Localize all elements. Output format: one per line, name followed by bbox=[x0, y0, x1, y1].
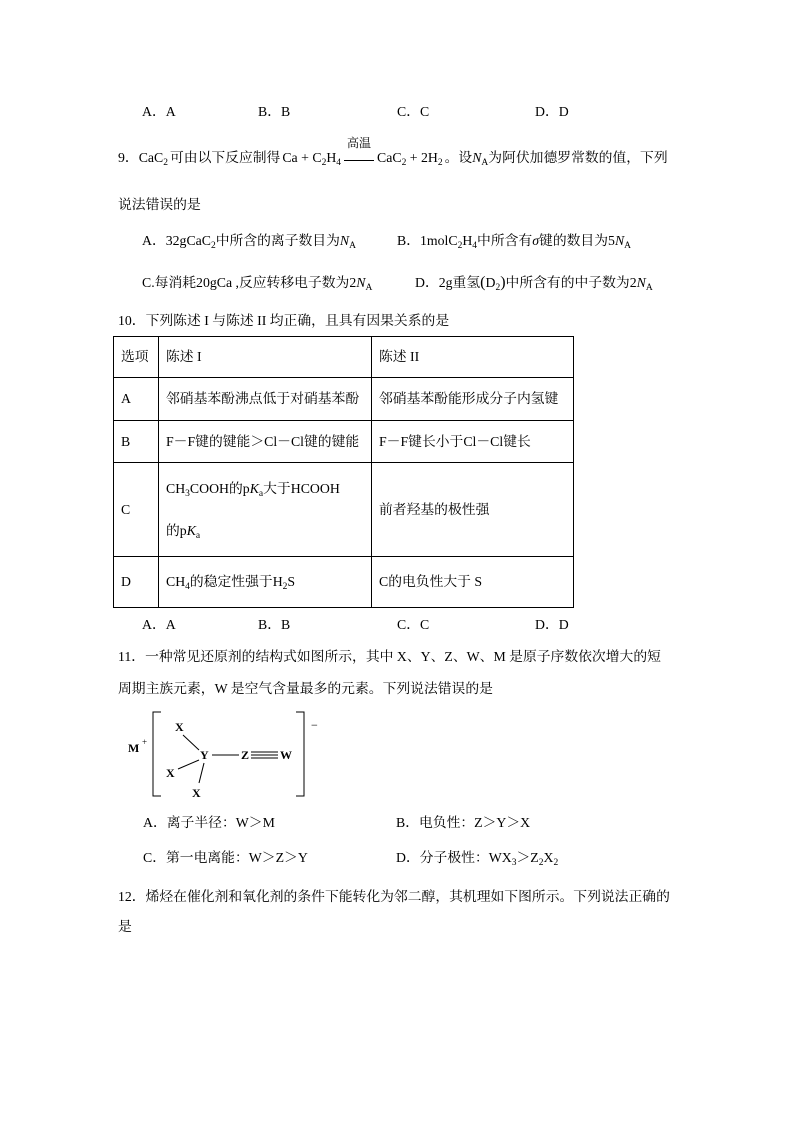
text-run: D．分子极性：WX bbox=[396, 850, 512, 865]
subscript: 2 bbox=[553, 858, 559, 868]
subscript: 2 bbox=[163, 158, 168, 168]
cell-statement-2: 前者羟基的极性强 bbox=[372, 463, 574, 557]
statement-table bbox=[113, 336, 574, 608]
table-row bbox=[114, 378, 574, 421]
cell-option-label: B bbox=[114, 421, 159, 463]
cell-statement-1 bbox=[159, 557, 372, 608]
formula-text: CH bbox=[166, 480, 186, 496]
avogadro-symbol: N bbox=[356, 275, 366, 290]
q8-option-d: D．D bbox=[535, 104, 569, 119]
q9-option-c bbox=[142, 273, 372, 293]
text-run: COOH的p bbox=[189, 480, 250, 496]
formula-text: S bbox=[287, 574, 296, 589]
atom-x-top: X bbox=[175, 720, 184, 734]
text-run: 中所含的离子数目为 bbox=[215, 233, 340, 248]
table-row bbox=[114, 463, 574, 557]
bond-line bbox=[199, 763, 204, 783]
text-run: 中所含有的中子数为2 bbox=[505, 275, 637, 290]
pka-symbol: K bbox=[186, 522, 196, 538]
q12-stem-line1: 12．烯烃在催化剂和氧化剂的条件下能转化为邻二醇，其机理如下图所示。下列说法正确的 bbox=[118, 889, 670, 904]
text-run: C.每消耗20gCa ,反应转移电子数为2 bbox=[142, 275, 357, 290]
subscript: 2 bbox=[495, 283, 501, 293]
formula-text: D bbox=[485, 275, 496, 290]
q12-stem-line2: 是 bbox=[118, 919, 132, 934]
atom-y: Y bbox=[200, 748, 209, 762]
cell-option-label: C bbox=[114, 463, 159, 557]
q11-option-c: C．第一电离能：W＞Z＞Y bbox=[143, 850, 308, 865]
avogadro-symbol: N bbox=[636, 275, 646, 290]
text-run: B．1molC bbox=[397, 233, 458, 248]
cell-statement-2: C的电负性大于 S bbox=[372, 557, 574, 608]
right-bracket bbox=[296, 712, 304, 796]
header-cell-option: 选项 bbox=[114, 337, 159, 378]
header-cell-statement-1: 陈述 I bbox=[159, 337, 372, 378]
formula-text: + 2H bbox=[406, 150, 438, 165]
formula-text: H bbox=[462, 233, 473, 248]
cell-statement-1: 邻硝基苯酚沸点低于对硝基苯酚 bbox=[159, 378, 372, 421]
pka-symbol: K bbox=[249, 480, 259, 496]
subscript: A bbox=[624, 241, 632, 251]
q8-option-c: C．C bbox=[397, 104, 430, 119]
cell-option-label: D bbox=[114, 557, 159, 608]
table-header-row bbox=[114, 337, 574, 378]
question-number: 9． bbox=[118, 150, 139, 165]
left-bracket bbox=[153, 712, 161, 796]
q9-stem-line1 bbox=[118, 136, 668, 168]
q10-stem: 10．下列陈述 I 与陈述 II 均正确，且具有因果关系的是 bbox=[118, 313, 450, 328]
subscript: 4 bbox=[336, 158, 342, 168]
q10-option-d: D．D bbox=[535, 617, 569, 632]
subscript: 2 bbox=[210, 241, 216, 251]
subscript: 2 bbox=[401, 158, 407, 168]
formula-text: CaC bbox=[377, 150, 402, 165]
avogadro-symbol: N bbox=[339, 233, 350, 248]
subscript: 2 bbox=[282, 582, 288, 592]
q9-stem-line2: 说法错误的是 bbox=[118, 197, 201, 212]
atom-w: W bbox=[280, 748, 292, 762]
subscript: A bbox=[645, 283, 653, 293]
cell-statement-1 bbox=[159, 463, 372, 557]
formula-text: CaC bbox=[138, 150, 164, 165]
text-run: 大于HCOOH bbox=[263, 480, 340, 496]
cell-option-label: A bbox=[114, 378, 159, 421]
subscript: a bbox=[195, 530, 201, 541]
cell-statement-1: F－F键的键能＞Cl－Cl键的键能 bbox=[159, 421, 372, 463]
cell-statement-2: F－F键长小于Cl－Cl键长 bbox=[372, 421, 574, 463]
subscript: A bbox=[365, 283, 373, 293]
cell-line bbox=[166, 468, 371, 510]
anion-charge: − bbox=[311, 718, 318, 732]
q9-option-a bbox=[142, 231, 356, 251]
q8-option-b: B．B bbox=[258, 104, 291, 119]
text-run: 键的数目为5 bbox=[539, 233, 615, 248]
cation-charge: + bbox=[142, 737, 148, 747]
text-run: ＞Z bbox=[516, 850, 539, 865]
avogadro-symbol: N bbox=[614, 233, 625, 248]
sigma-symbol: σ bbox=[532, 233, 540, 248]
text-run: 为阿伏加德罗常数的值，下列 bbox=[488, 150, 668, 165]
avogadro-symbol: N bbox=[472, 150, 482, 165]
text-run: 的稳定性强于H bbox=[189, 574, 283, 589]
q11-option-a: A．离子半径：W＞M bbox=[143, 815, 275, 830]
subscript: A bbox=[349, 241, 356, 251]
table-row bbox=[114, 421, 574, 463]
formula-text: Ca + C bbox=[282, 150, 322, 165]
formula-text: CH bbox=[166, 574, 186, 589]
subscript: 2 bbox=[321, 158, 327, 168]
text-run: 可由以下反应制得 bbox=[169, 150, 281, 165]
subscript: a bbox=[258, 488, 264, 499]
atom-z: Z bbox=[241, 748, 250, 762]
reaction-arrow bbox=[344, 136, 374, 161]
text-run: 。设 bbox=[444, 150, 473, 165]
paren-close: ) bbox=[500, 274, 506, 291]
subscript: 4 bbox=[185, 582, 190, 592]
text-run: 中所含有 bbox=[477, 233, 533, 248]
reaction-condition: 高温 bbox=[347, 136, 372, 150]
q10-option-a: A．A bbox=[142, 617, 176, 632]
subscript: 3 bbox=[511, 858, 517, 868]
subscript: 2 bbox=[538, 858, 544, 868]
q11-option-d bbox=[396, 848, 558, 868]
q10-option-b: B．B bbox=[258, 617, 291, 632]
text-run: 的p bbox=[166, 522, 187, 538]
cation-symbol: M bbox=[128, 741, 140, 755]
paren-open: ( bbox=[480, 274, 486, 291]
subscript: 2 bbox=[437, 158, 443, 168]
q11-stem-line2: 周期主族元素，W 是空气含量最多的元素。下列说法错误的是 bbox=[118, 681, 493, 696]
q11-option-b: B．电负性：Z＞Y＞X bbox=[396, 815, 531, 830]
q8-option-a: A．A bbox=[142, 104, 176, 119]
cell-line bbox=[166, 510, 371, 552]
subscript: 3 bbox=[185, 488, 190, 499]
atom-x-bottom: X bbox=[192, 786, 201, 800]
subscript: 2 bbox=[457, 241, 463, 251]
formula-text: X bbox=[543, 850, 554, 865]
atom-x-left: X bbox=[166, 766, 175, 780]
bond-line bbox=[183, 735, 199, 750]
structure-diagram bbox=[115, 705, 330, 805]
q11-stem-line1: 11．一种常见还原剂的结构式如图所示，其中 X、Y、Z、W、M 是原子序数依次增大的短 bbox=[118, 649, 661, 664]
q9-option-b bbox=[397, 231, 631, 251]
cell-statement-2: 邻硝基苯酚能形成分子内氢键 bbox=[372, 378, 574, 421]
q9-option-d bbox=[415, 273, 653, 293]
bond-line bbox=[178, 760, 199, 769]
subscript: 4 bbox=[472, 241, 478, 251]
q10-option-c: C．C bbox=[397, 617, 430, 632]
subscript: A bbox=[481, 158, 489, 168]
table-row bbox=[114, 557, 574, 608]
text-run: A．32gCaC bbox=[142, 233, 211, 248]
formula-text: H bbox=[326, 150, 337, 165]
header-cell-statement-2: 陈述 II bbox=[372, 337, 574, 378]
text-run: D．2g重氢 bbox=[415, 275, 481, 290]
